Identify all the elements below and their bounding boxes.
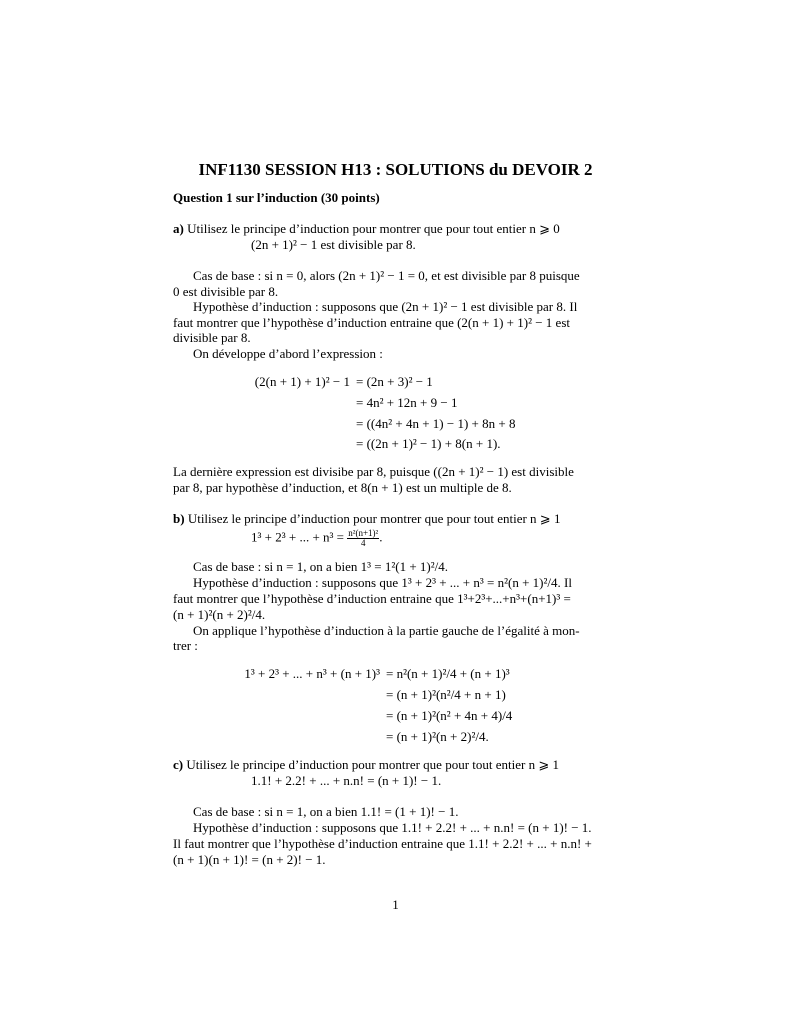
part-c-statement-line2: 1.1! + 2.2! + ... + n.n! = (n + 1)! − 1. (251, 773, 442, 788)
part-b-statement-line2 (251, 529, 697, 548)
part-a-equation-row: = ((2n + 1)² − 1) + 8(n + 1). (356, 436, 501, 451)
part-c-statement (173, 757, 619, 773)
part-a-label: a) (173, 221, 184, 236)
part-c-hyp-line2: Il faut montrer que l’hypothèse d’induction entraine que 1.1! + 2.2! + ... + n.n! + (173, 836, 592, 851)
part-b-statement-line1: Utilisez le principe d’induction pour montrer que pour tout entier n ⩾ 1 (187, 511, 561, 526)
part-c-hyp-line1: Hypothèse d’induction : supposons que 1.1! + 2.2! + ... + n.n! = (n + 1)! − 1. (193, 820, 592, 835)
page-number: 1 (392, 897, 399, 912)
part-b-label: b) (173, 511, 185, 526)
part-c-statement-line1: Utilisez le principe d’induction pour montrer que pour tout entier n ⩾ 1 (186, 757, 559, 772)
part-b-fraction (347, 529, 379, 548)
part-b-equation-row: = (n + 1)²(n² + 4n + 4)/4 (386, 708, 513, 723)
part-b-statement-end: . (379, 529, 383, 545)
part-b-equation-lhs: 1³ + 2³ + ... + n³ + (n + 1)³ (244, 666, 380, 681)
part-a-hyp-line3: divisible par 8. (173, 330, 251, 345)
part-a-hyp-line1: Hypothèse d’induction : supposons que (2n + 1)² − 1 est divisible par 8. Il (193, 299, 578, 314)
part-a-equation-row: = 4n² + 12n + 9 − 1 (356, 395, 458, 410)
part-a-conclusion-line2: par 8, par hypothèse d’induction, et 8(n + 1) est un multiple de 8. (173, 480, 512, 495)
part-b-equation-row: = (n + 1)²(n²/4 + n + 1) (386, 687, 506, 702)
part-c-label: c) (173, 757, 184, 772)
part-b-hyp-line1: Hypothèse d’induction : supposons que 1³ + 2³ + ... + n³ = n²(n + 1)²/4. Il (193, 575, 572, 590)
part-a-conclusion-line1: La dernière expression est divisibe par 8, puisque ((2n + 1)² − 1) est divisible (173, 464, 574, 479)
question-1-heading: Question 1 sur l’induction (30 points) (173, 190, 380, 205)
part-b-apply-line1: On applique l’hypothèse d’induction à la partie gauche de l’égalité à mon- (193, 623, 580, 638)
part-a-equation-row: = ((4n² + 4n + 1) − 1) + 8n + 8 (356, 416, 516, 431)
part-a-base-line1: Cas de base : si n = 0, alors (2n + 1)² − 1 = 0, et est divisible par 8 puisque (193, 268, 580, 283)
part-a-base-line2: 0 est divisible par 8. (173, 284, 279, 299)
part-b-equation-row: = n²(n + 1)²/4 + (n + 1)³ (386, 666, 510, 681)
part-b-hyp-line3: (n + 1)²(n + 2)²/4. (173, 607, 266, 622)
part-b-statement (173, 511, 619, 527)
part-a-statement-line1: Utilisez le principe d’induction pour montrer que pour tout entier n ⩾ 0 (187, 221, 560, 236)
part-a-statement (173, 221, 619, 237)
part-a-hyp-line2: faut montrer que l’hypothèse d’induction entraine que (2(n + 1) + 1)² − 1 est (173, 315, 571, 330)
document-title: INF1130 SESSION H13 : SOLUTIONS du DEVOIR 2 (198, 160, 593, 179)
part-b-equation-row: = (n + 1)²(n + 2)²/4. (386, 729, 489, 744)
part-c-base-line: Cas de base : si n = 1, on a bien 1.1! = (1 + 1)! − 1. (193, 804, 459, 819)
part-a-develop-line: On développe d’abord l’expression : (193, 346, 383, 361)
part-c-hyp-line3: (n + 1)(n + 1)! = (n + 2)! − 1. (173, 852, 326, 867)
part-a-equation-row: = (2n + 3)² − 1 (356, 374, 433, 389)
part-a-statement-line2: (2n + 1)² − 1 est divisible par 8. (251, 237, 416, 252)
part-a-equation-lhs: (2(n + 1) + 1)² − 1 (254, 374, 350, 389)
part-b-fraction-denominator: 4 (361, 538, 366, 548)
part-b-hyp-line2: faut montrer que l’hypothèse d’induction entraine que 1³+2³+...+n³+(n+1)³ = (173, 591, 571, 606)
part-b-base-line: Cas de base : si n = 1, on a bien 1³ = 1²(1 + 1)²/4. (193, 559, 449, 574)
part-b-apply-line2: trer : (173, 638, 198, 653)
part-b-fraction-numerator: n²(n+1)² (348, 528, 379, 538)
part-b-statement-lhs: 1³ + 2³ + ... + n³ = (251, 529, 345, 545)
